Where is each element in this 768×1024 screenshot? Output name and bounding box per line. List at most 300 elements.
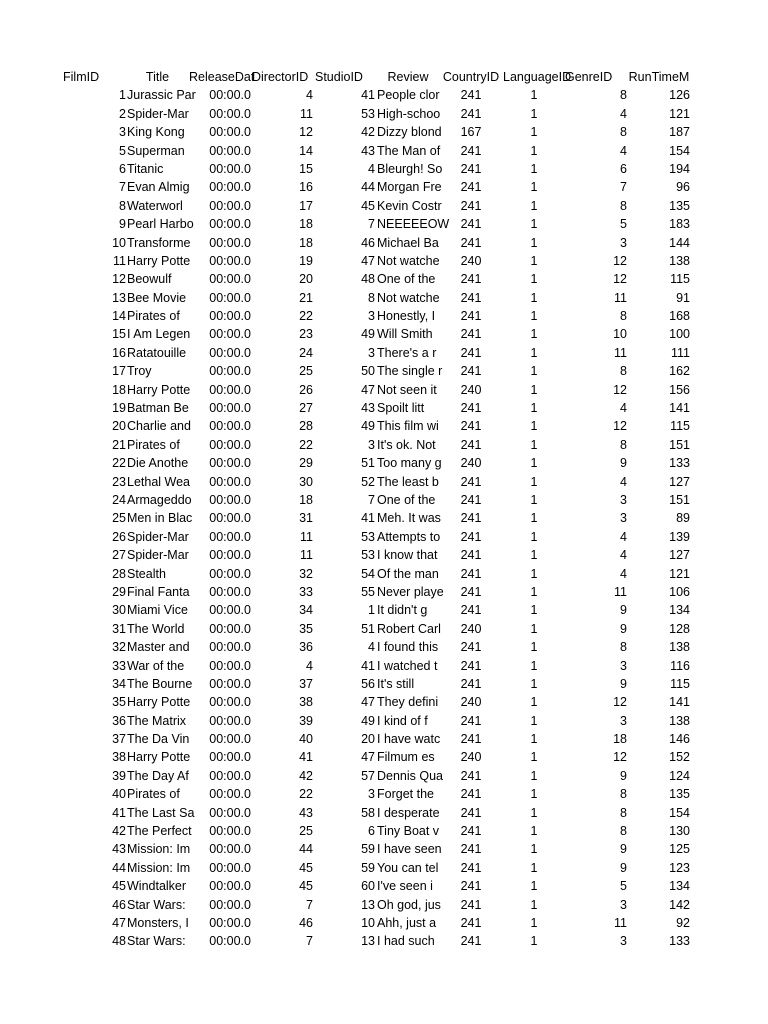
cell-studioid[interactable]: 41 xyxy=(361,511,375,526)
cell-studioid[interactable]: 3 xyxy=(368,787,375,802)
cell-runtime[interactable]: 154 xyxy=(669,805,690,820)
cell-studioid[interactable]: 59 xyxy=(361,842,375,857)
cell-review[interactable]: It's ok. Not xyxy=(377,437,436,452)
cell-review[interactable]: I found this xyxy=(377,640,439,655)
cell-countryid[interactable]: 241 xyxy=(460,492,482,507)
cell-studioid[interactable]: 60 xyxy=(361,879,375,894)
cell-review[interactable]: Attempts to xyxy=(377,529,441,544)
cell-review[interactable]: One of the xyxy=(377,492,436,507)
cell-countryid[interactable]: 241 xyxy=(460,419,482,434)
cell-studioid[interactable]: 7 xyxy=(368,217,375,232)
cell-title[interactable]: The Da Vin xyxy=(127,732,190,747)
cell-review[interactable]: Tiny Boat v xyxy=(377,824,440,839)
cell-languageid[interactable]: 1 xyxy=(530,824,538,839)
cell-countryid[interactable]: 241 xyxy=(460,235,482,250)
cell-filmid[interactable]: 47 xyxy=(112,915,126,930)
cell-title[interactable]: Star Wars: xyxy=(127,934,186,949)
cell-filmid[interactable]: 15 xyxy=(112,327,126,342)
cell-runtime[interactable]: 154 xyxy=(669,143,690,158)
cell-runtime[interactable]: 151 xyxy=(669,492,690,507)
cell-filmid[interactable]: 1 xyxy=(119,88,126,103)
cell-review[interactable]: The Man of xyxy=(377,143,441,158)
cell-genreid[interactable]: 4 xyxy=(620,401,627,416)
cell-title[interactable]: Mission: Im xyxy=(127,842,191,857)
cell-review[interactable]: I have watc xyxy=(377,732,441,747)
cell-studioid[interactable]: 59 xyxy=(361,860,375,875)
cell-runtime[interactable]: 125 xyxy=(669,842,690,857)
cell-languageid[interactable]: 1 xyxy=(530,401,538,416)
header-languageid[interactable]: LanguageID xyxy=(503,70,572,84)
cell-title[interactable]: Final Fanta xyxy=(127,584,190,599)
cell-languageid[interactable]: 1 xyxy=(530,88,538,103)
cell-countryid[interactable]: 241 xyxy=(460,768,482,783)
cell-studioid[interactable]: 20 xyxy=(361,732,375,747)
cell-languageid[interactable]: 1 xyxy=(530,879,538,894)
cell-languageid[interactable]: 1 xyxy=(530,492,538,507)
cell-review[interactable]: Not seen it xyxy=(377,382,437,397)
cell-countryid[interactable]: 241 xyxy=(460,437,482,452)
cell-releasedate[interactable]: 00:00.0 xyxy=(209,235,251,250)
cell-studioid[interactable]: 47 xyxy=(361,253,375,268)
cell-releasedate[interactable]: 00:00.0 xyxy=(209,732,251,747)
cell-releasedate[interactable]: 00:00.0 xyxy=(209,548,251,563)
cell-releasedate[interactable]: 00:00.0 xyxy=(209,529,251,544)
cell-genreid[interactable]: 4 xyxy=(620,548,627,563)
cell-languageid[interactable]: 1 xyxy=(530,640,538,655)
cell-directorid[interactable]: 31 xyxy=(299,511,313,526)
cell-countryid[interactable]: 241 xyxy=(460,603,482,618)
cell-review[interactable]: There's a r xyxy=(377,345,437,360)
cell-countryid[interactable]: 240 xyxy=(460,695,482,710)
cell-directorid[interactable]: 44 xyxy=(299,842,313,857)
cell-review[interactable]: The single r xyxy=(377,364,443,379)
cell-studioid[interactable]: 46 xyxy=(361,235,375,250)
cell-runtime[interactable]: 144 xyxy=(669,235,690,250)
cell-review[interactable]: Not watche xyxy=(377,290,440,305)
cell-studioid[interactable]: 47 xyxy=(361,382,375,397)
cell-releasedate[interactable]: 00:00.0 xyxy=(209,198,251,213)
cell-countryid[interactable]: 241 xyxy=(460,88,482,103)
cell-releasedate[interactable]: 00:00.0 xyxy=(209,161,251,176)
cell-title[interactable]: Armageddo xyxy=(127,492,192,507)
cell-filmid[interactable]: 5 xyxy=(119,143,126,158)
cell-releasedate[interactable]: 00:00.0 xyxy=(209,217,251,232)
cell-genreid[interactable]: 8 xyxy=(620,640,627,655)
cell-genreid[interactable]: 8 xyxy=(620,88,627,103)
cell-countryid[interactable]: 241 xyxy=(460,474,482,489)
cell-review[interactable]: Meh. It was xyxy=(377,511,441,526)
cell-studioid[interactable]: 49 xyxy=(361,713,375,728)
cell-languageid[interactable]: 1 xyxy=(530,934,538,949)
cell-languageid[interactable]: 1 xyxy=(530,437,538,452)
cell-releasedate[interactable]: 00:00.0 xyxy=(209,88,251,103)
cell-review[interactable]: Kevin Costr xyxy=(377,198,442,213)
cell-languageid[interactable]: 1 xyxy=(530,511,538,526)
cell-releasedate[interactable]: 00:00.0 xyxy=(209,382,251,397)
cell-countryid[interactable]: 241 xyxy=(460,897,482,912)
cell-studioid[interactable]: 1 xyxy=(368,603,375,618)
cell-directorid[interactable]: 11 xyxy=(300,529,313,544)
cell-studioid[interactable]: 47 xyxy=(361,750,375,765)
cell-languageid[interactable]: 1 xyxy=(530,382,538,397)
cell-releasedate[interactable]: 00:00.0 xyxy=(209,309,251,324)
cell-studioid[interactable]: 3 xyxy=(368,345,375,360)
cell-languageid[interactable]: 1 xyxy=(530,419,538,434)
cell-countryid[interactable]: 241 xyxy=(460,529,482,544)
cell-releasedate[interactable]: 00:00.0 xyxy=(209,640,251,655)
cell-title[interactable]: King Kong xyxy=(127,125,185,140)
cell-countryid[interactable]: 241 xyxy=(460,676,482,691)
cell-directorid[interactable]: 15 xyxy=(299,161,313,176)
cell-filmid[interactable]: 38 xyxy=(112,750,126,765)
cell-runtime[interactable]: 106 xyxy=(669,584,690,599)
cell-directorid[interactable]: 16 xyxy=(299,180,313,195)
cell-filmid[interactable]: 35 xyxy=(112,695,126,710)
cell-directorid[interactable]: 17 xyxy=(299,198,313,213)
cell-review[interactable]: Honestly, I xyxy=(377,309,436,324)
cell-countryid[interactable]: 167 xyxy=(460,125,482,140)
cell-genreid[interactable]: 5 xyxy=(620,879,627,894)
cell-review[interactable]: Spoilt litt xyxy=(377,401,425,416)
cell-directorid[interactable]: 37 xyxy=(299,676,313,691)
cell-releasedate[interactable]: 00:00.0 xyxy=(209,106,251,121)
cell-genreid[interactable]: 8 xyxy=(620,125,627,140)
cell-directorid[interactable]: 7 xyxy=(306,934,313,949)
cell-genreid[interactable]: 4 xyxy=(620,529,627,544)
cell-runtime[interactable]: 194 xyxy=(669,161,690,176)
cell-runtime[interactable]: 121 xyxy=(669,106,690,121)
cell-genreid[interactable]: 9 xyxy=(620,676,627,691)
cell-genreid[interactable]: 8 xyxy=(620,437,627,452)
cell-directorid[interactable]: 38 xyxy=(299,695,313,710)
cell-runtime[interactable]: 111 xyxy=(670,345,690,360)
cell-review[interactable]: Never playe xyxy=(377,584,444,599)
cell-languageid[interactable]: 1 xyxy=(530,143,538,158)
cell-countryid[interactable]: 241 xyxy=(460,879,482,894)
cell-runtime[interactable]: 115 xyxy=(670,272,690,287)
cell-genreid[interactable]: 12 xyxy=(613,382,627,397)
cell-releasedate[interactable]: 00:00.0 xyxy=(209,180,251,195)
cell-filmid[interactable]: 39 xyxy=(112,768,126,783)
cell-countryid[interactable]: 241 xyxy=(460,805,482,820)
cell-directorid[interactable]: 22 xyxy=(299,309,313,324)
cell-genreid[interactable]: 8 xyxy=(620,198,627,213)
cell-releasedate[interactable]: 00:00.0 xyxy=(209,345,251,360)
cell-releasedate[interactable]: 00:00.0 xyxy=(209,492,251,507)
cell-directorid[interactable]: 4 xyxy=(306,88,313,103)
cell-filmid[interactable]: 20 xyxy=(112,419,126,434)
cell-studioid[interactable]: 58 xyxy=(361,805,375,820)
cell-genreid[interactable]: 4 xyxy=(620,474,627,489)
cell-filmid[interactable]: 31 xyxy=(112,621,126,636)
cell-genreid[interactable]: 4 xyxy=(620,106,627,121)
header-releasedate[interactable]: ReleaseDat xyxy=(189,70,255,84)
cell-countryid[interactable]: 241 xyxy=(460,345,482,360)
cell-runtime[interactable]: 121 xyxy=(669,566,690,581)
cell-title[interactable]: Harry Potte xyxy=(127,750,191,765)
cell-studioid[interactable]: 43 xyxy=(361,143,375,158)
cell-directorid[interactable]: 22 xyxy=(299,437,313,452)
cell-genreid[interactable]: 9 xyxy=(620,768,627,783)
cell-countryid[interactable]: 241 xyxy=(460,161,482,176)
cell-genreid[interactable]: 7 xyxy=(620,180,627,195)
cell-runtime[interactable]: 130 xyxy=(669,824,690,839)
cell-genreid[interactable]: 11 xyxy=(614,290,627,305)
cell-title[interactable]: Batman Be xyxy=(127,401,189,416)
cell-runtime[interactable]: 100 xyxy=(669,327,690,342)
cell-countryid[interactable]: 241 xyxy=(460,290,482,305)
cell-filmid[interactable]: 19 xyxy=(112,401,126,416)
header-countryid[interactable]: CountryID xyxy=(442,70,500,84)
cell-review[interactable]: Bleurgh! So xyxy=(377,161,443,176)
cell-directorid[interactable]: 25 xyxy=(299,364,313,379)
cell-countryid[interactable]: 241 xyxy=(460,548,482,563)
cell-title[interactable]: The Perfect xyxy=(127,824,192,839)
cell-runtime[interactable]: 135 xyxy=(669,787,690,802)
cell-filmid[interactable]: 43 xyxy=(112,842,126,857)
cell-review[interactable]: I had such xyxy=(377,934,435,949)
cell-runtime[interactable]: 142 xyxy=(669,897,690,912)
cell-genreid[interactable]: 8 xyxy=(620,787,627,802)
cell-genreid[interactable]: 3 xyxy=(620,713,627,728)
cell-languageid[interactable]: 1 xyxy=(530,253,538,268)
cell-runtime[interactable]: 127 xyxy=(669,474,690,489)
cell-directorid[interactable]: 19 xyxy=(299,253,313,268)
cell-studioid[interactable]: 8 xyxy=(368,290,375,305)
cell-title[interactable]: Harry Potte xyxy=(127,382,191,397)
cell-review[interactable]: Morgan Fre xyxy=(377,180,442,195)
cell-title[interactable]: The Last Sa xyxy=(127,805,195,820)
cell-countryid[interactable]: 241 xyxy=(460,217,482,232)
cell-directorid[interactable]: 46 xyxy=(299,915,313,930)
cell-directorid[interactable]: 41 xyxy=(299,750,313,765)
cell-countryid[interactable]: 241 xyxy=(460,401,482,416)
cell-title[interactable]: Bee Movie xyxy=(127,290,187,305)
cell-releasedate[interactable]: 00:00.0 xyxy=(209,566,251,581)
cell-review[interactable]: The least b xyxy=(377,474,439,489)
cell-runtime[interactable]: 115 xyxy=(670,676,690,691)
cell-languageid[interactable]: 1 xyxy=(530,566,538,581)
cell-runtime[interactable]: 187 xyxy=(669,125,690,140)
cell-directorid[interactable]: 14 xyxy=(299,143,313,158)
cell-languageid[interactable]: 1 xyxy=(530,309,538,324)
cell-genreid[interactable]: 4 xyxy=(620,566,627,581)
cell-filmid[interactable]: 17 xyxy=(112,364,126,379)
cell-filmid[interactable]: 37 xyxy=(112,732,126,747)
cell-releasedate[interactable]: 00:00.0 xyxy=(209,658,251,673)
cell-languageid[interactable]: 1 xyxy=(530,676,538,691)
cell-countryid[interactable]: 241 xyxy=(460,143,482,158)
cell-countryid[interactable]: 241 xyxy=(460,732,482,747)
cell-title[interactable]: Harry Potte xyxy=(127,253,191,268)
cell-review[interactable]: NEEEEEOW xyxy=(377,217,450,232)
cell-directorid[interactable]: 18 xyxy=(299,217,313,232)
cell-title[interactable]: The Matrix xyxy=(127,713,187,728)
cell-languageid[interactable]: 1 xyxy=(530,364,538,379)
cell-languageid[interactable]: 1 xyxy=(530,456,538,471)
cell-runtime[interactable]: 168 xyxy=(669,309,690,324)
cell-title[interactable]: The Day Af xyxy=(127,768,189,783)
cell-genreid[interactable]: 4 xyxy=(620,143,627,158)
cell-filmid[interactable]: 36 xyxy=(112,713,126,728)
cell-runtime[interactable]: 162 xyxy=(669,364,690,379)
cell-genreid[interactable]: 8 xyxy=(620,364,627,379)
cell-title[interactable]: Charlie and xyxy=(127,419,191,434)
cell-releasedate[interactable]: 00:00.0 xyxy=(209,805,251,820)
cell-directorid[interactable]: 11 xyxy=(300,548,313,563)
cell-directorid[interactable]: 45 xyxy=(299,860,313,875)
cell-studioid[interactable]: 53 xyxy=(361,529,375,544)
cell-directorid[interactable]: 18 xyxy=(299,235,313,250)
cell-review[interactable]: Not watche xyxy=(377,253,440,268)
cell-review[interactable]: They defini xyxy=(377,695,439,710)
cell-directorid[interactable]: 12 xyxy=(299,125,313,140)
cell-studioid[interactable]: 49 xyxy=(361,327,375,342)
cell-countryid[interactable]: 241 xyxy=(460,842,482,857)
cell-title[interactable]: Spider-Mar xyxy=(127,548,189,563)
cell-genreid[interactable]: 9 xyxy=(620,621,627,636)
cell-studioid[interactable]: 57 xyxy=(361,768,375,783)
cell-studioid[interactable]: 50 xyxy=(361,364,375,379)
cell-countryid[interactable]: 241 xyxy=(460,787,482,802)
cell-review[interactable]: This film wi xyxy=(377,419,439,434)
cell-filmid[interactable]: 40 xyxy=(112,787,126,802)
cell-title[interactable]: The Bourne xyxy=(127,676,193,691)
cell-studioid[interactable]: 49 xyxy=(361,419,375,434)
cell-title[interactable]: Mission: Im xyxy=(127,860,191,875)
cell-runtime[interactable]: 183 xyxy=(669,217,690,232)
cell-genreid[interactable]: 8 xyxy=(620,824,627,839)
cell-directorid[interactable]: 30 xyxy=(299,474,313,489)
cell-genreid[interactable]: 12 xyxy=(613,695,627,710)
cell-languageid[interactable]: 1 xyxy=(530,529,538,544)
cell-runtime[interactable]: 135 xyxy=(669,198,690,213)
cell-countryid[interactable]: 241 xyxy=(460,327,482,342)
cell-languageid[interactable]: 1 xyxy=(530,658,538,673)
cell-review[interactable]: Michael Ba xyxy=(377,235,439,250)
cell-releasedate[interactable]: 00:00.0 xyxy=(209,750,251,765)
cell-directorid[interactable]: 22 xyxy=(299,787,313,802)
cell-filmid[interactable]: 48 xyxy=(112,934,126,949)
cell-countryid[interactable]: 240 xyxy=(460,750,482,765)
cell-languageid[interactable]: 1 xyxy=(530,732,538,747)
cell-runtime[interactable]: 151 xyxy=(669,437,690,452)
cell-title[interactable]: Lethal Wea xyxy=(127,474,191,489)
cell-filmid[interactable]: 18 xyxy=(112,382,126,397)
cell-title[interactable]: Waterworl xyxy=(127,198,183,213)
cell-releasedate[interactable]: 00:00.0 xyxy=(209,621,251,636)
cell-studioid[interactable]: 3 xyxy=(368,437,375,452)
cell-filmid[interactable]: 16 xyxy=(112,345,126,360)
cell-languageid[interactable]: 1 xyxy=(530,713,538,728)
cell-title[interactable]: I Am Legen xyxy=(127,327,191,342)
cell-languageid[interactable]: 1 xyxy=(530,161,538,176)
cell-directorid[interactable]: 34 xyxy=(299,603,313,618)
cell-review[interactable]: I have seen xyxy=(377,842,442,857)
cell-languageid[interactable]: 1 xyxy=(530,327,538,342)
cell-countryid[interactable]: 241 xyxy=(460,566,482,581)
cell-filmid[interactable]: 30 xyxy=(112,603,126,618)
cell-studioid[interactable]: 56 xyxy=(361,676,375,691)
cell-directorid[interactable]: 24 xyxy=(299,345,313,360)
cell-releasedate[interactable]: 00:00.0 xyxy=(209,860,251,875)
cell-filmid[interactable]: 42 xyxy=(112,824,126,839)
cell-countryid[interactable]: 241 xyxy=(460,658,482,673)
cell-languageid[interactable]: 1 xyxy=(530,915,538,930)
cell-genreid[interactable]: 3 xyxy=(620,235,627,250)
cell-title[interactable]: Pirates of xyxy=(127,309,180,324)
cell-review[interactable]: Forget the xyxy=(377,787,434,802)
cell-directorid[interactable]: 45 xyxy=(299,879,313,894)
cell-title[interactable]: The World xyxy=(127,621,185,636)
cell-genreid[interactable]: 18 xyxy=(613,732,627,747)
cell-releasedate[interactable]: 00:00.0 xyxy=(209,897,251,912)
cell-runtime[interactable]: 128 xyxy=(669,621,690,636)
cell-releasedate[interactable]: 00:00.0 xyxy=(209,364,251,379)
cell-filmid[interactable]: 45 xyxy=(112,879,126,894)
cell-directorid[interactable]: 27 xyxy=(299,401,313,416)
cell-runtime[interactable]: 138 xyxy=(669,713,690,728)
cell-studioid[interactable]: 43 xyxy=(361,401,375,416)
cell-studioid[interactable]: 45 xyxy=(361,198,375,213)
header-runtime[interactable]: RunTimeM xyxy=(628,70,690,84)
cell-releasedate[interactable]: 00:00.0 xyxy=(209,676,251,691)
cell-genreid[interactable]: 6 xyxy=(620,161,627,176)
cell-review[interactable]: Oh god, jus xyxy=(377,897,441,912)
cell-genreid[interactable]: 12 xyxy=(613,253,627,268)
cell-title[interactable]: Pirates of xyxy=(127,437,180,452)
cell-filmid[interactable]: 10 xyxy=(112,235,126,250)
cell-runtime[interactable]: 124 xyxy=(669,768,690,783)
cell-studioid[interactable]: 52 xyxy=(361,474,375,489)
cell-filmid[interactable]: 24 xyxy=(112,492,126,507)
cell-genreid[interactable]: 9 xyxy=(620,456,627,471)
cell-countryid[interactable]: 240 xyxy=(460,456,482,471)
cell-languageid[interactable]: 1 xyxy=(530,860,538,875)
cell-review[interactable]: Dennis Qua xyxy=(377,768,444,783)
cell-studioid[interactable]: 54 xyxy=(361,566,375,581)
cell-review[interactable]: Filmum es xyxy=(377,750,435,765)
cell-releasedate[interactable]: 00:00.0 xyxy=(209,768,251,783)
cell-directorid[interactable]: 18 xyxy=(299,492,313,507)
header-review[interactable]: Review xyxy=(387,70,429,84)
cell-genreid[interactable]: 8 xyxy=(620,805,627,820)
header-filmid[interactable]: FilmID xyxy=(63,70,100,84)
cell-filmid[interactable]: 22 xyxy=(112,456,126,471)
cell-studioid[interactable]: 13 xyxy=(361,897,375,912)
cell-runtime[interactable]: 139 xyxy=(669,529,690,544)
cell-genreid[interactable]: 11 xyxy=(614,584,627,599)
cell-releasedate[interactable]: 00:00.0 xyxy=(209,327,251,342)
cell-studioid[interactable]: 10 xyxy=(361,915,375,930)
cell-directorid[interactable]: 11 xyxy=(300,106,313,121)
cell-filmid[interactable]: 9 xyxy=(119,217,126,232)
cell-releasedate[interactable]: 00:00.0 xyxy=(209,879,251,894)
cell-languageid[interactable]: 1 xyxy=(530,474,538,489)
cell-studioid[interactable]: 47 xyxy=(361,695,375,710)
cell-title[interactable]: Windtalker xyxy=(127,879,187,894)
cell-releasedate[interactable]: 00:00.0 xyxy=(209,272,251,287)
cell-title[interactable]: Die Anothe xyxy=(127,456,189,471)
cell-studioid[interactable]: 3 xyxy=(368,309,375,324)
cell-genreid[interactable]: 10 xyxy=(613,327,627,342)
cell-countryid[interactable]: 240 xyxy=(460,382,482,397)
cell-runtime[interactable]: 134 xyxy=(669,879,690,894)
cell-title[interactable]: Titanic xyxy=(127,161,164,176)
cell-directorid[interactable]: 32 xyxy=(299,566,313,581)
cell-review[interactable]: I watched t xyxy=(377,658,438,673)
cell-studioid[interactable]: 41 xyxy=(361,88,375,103)
